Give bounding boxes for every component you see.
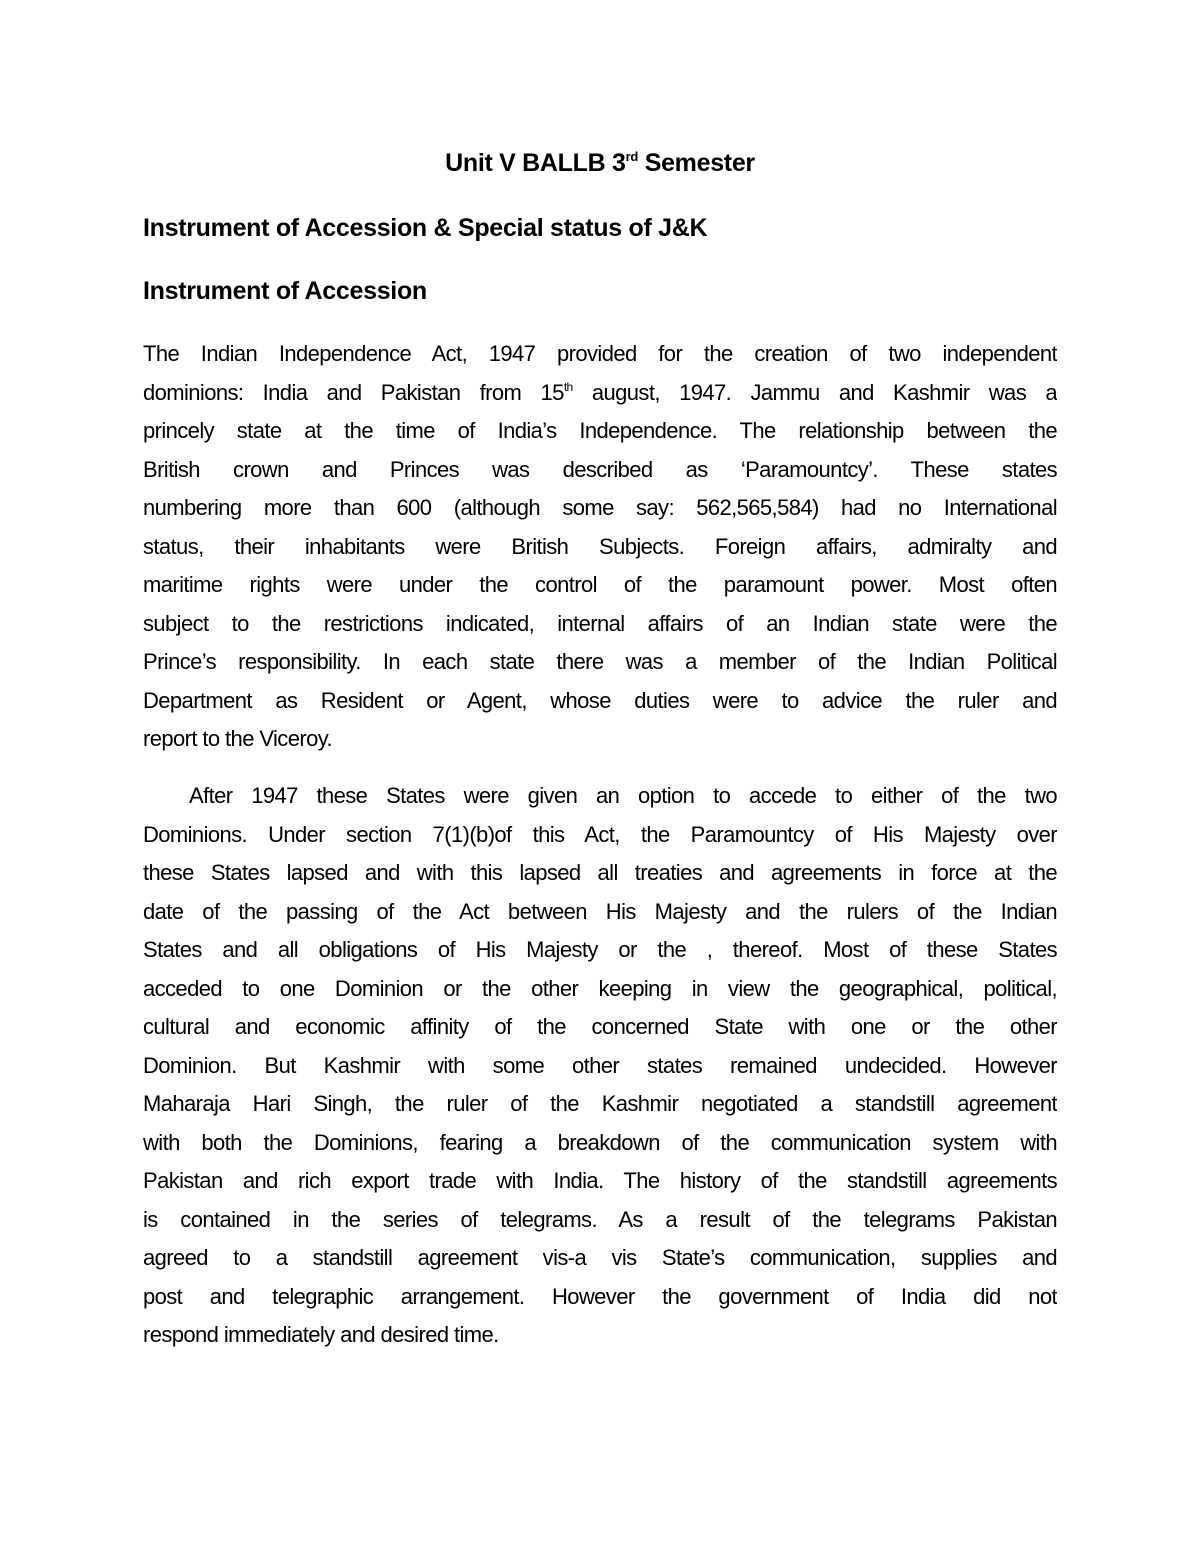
paragraph-line: princely state at the time of India’s Independence. The relationship between the [143, 418, 1057, 443]
paragraph-line: date of the passing of the Act between His Majesty and the rulers of the Indian [143, 898, 1057, 924]
paragraph-line: Pakistan and rich export trade with India. The history of the standstill agreements [143, 1168, 1057, 1193]
paragraph-1 [143, 335, 1057, 759]
paragraph-line: Prince’s responsibility. In each state there was a member of the Indian Political [143, 649, 1057, 674]
line-post: august, 1947. Jammu and Kashmir was a [572, 379, 1057, 405]
paragraph-line: numbering more than 600 (although some say: 562,565,584) had no International [143, 495, 1057, 520]
paragraph-line: Dominion. But Kashmir with some other states remained undecided. However [143, 1052, 1057, 1078]
paragraph-line: subject to the restrictions indicated, internal affairs of an Indian state were the [143, 610, 1057, 636]
section-heading-main: Instrument of Accession & Special status of J&K [143, 214, 708, 242]
paragraph-line: The Indian Independence Act, 1947 provided for the creation of two independent [143, 341, 1057, 366]
paragraph-line: respond immediately and desired time. [143, 1322, 499, 1347]
paragraph-line: acceded to one Dominion or the other keeping in view the geographical, political, [143, 975, 1057, 1001]
paragraph-line: post and telegraphic arrangement. However the government of India did not [143, 1283, 1057, 1309]
paragraph-line: report to the Viceroy. [143, 726, 332, 751]
paragraph-2 [143, 777, 1057, 1355]
paragraph-line: with both the Dominions, fearing a breakdown of the communication system with [143, 1129, 1057, 1155]
paragraph-line: States and all obligations of His Majesty or the , thereof. Most of these States [143, 937, 1057, 962]
paragraph-line: is contained in the series of telegrams. As a result of the telegrams Pakistan [143, 1206, 1057, 1232]
paragraph-line: Department as Resident or Agent, whose duties were to advice the ruler and [143, 687, 1057, 713]
paragraph-line: status, their inhabitants were British Subjects. Foreign affairs, admiralty and [143, 533, 1057, 559]
document-title [0, 145, 1200, 181]
title-prefix: Unit V BALLB 3 [445, 149, 626, 177]
paragraph-line: Dominions. Under section 7(1)(b)of this Act, the Paramountcy of His Majesty over [143, 821, 1057, 847]
paragraph-line: maritime rights were under the control of the paramount power. Most often [143, 572, 1057, 597]
line-pre: dominions: India and Pakistan from 15 [143, 379, 564, 405]
paragraph-line: cultural and economic affinity of the concerned State with one or the other [143, 1014, 1057, 1039]
title-suffix: Semester [638, 149, 755, 177]
section-heading-sub: Instrument of Accession [143, 277, 427, 305]
paragraph-line: Maharaja Hari Singh, the ruler of the Kashmir negotiated a standstill agreement [143, 1091, 1057, 1116]
title-superscript: rd [625, 149, 639, 164]
paragraph-line: these States lapsed and with this lapsed all treaties and agreements in force at the [143, 860, 1057, 885]
paragraph-line: After 1947 these States were given an option to accede to either of the two [189, 783, 1057, 808]
paragraph-line: agreed to a standstill agreement vis-a vis State’s communication, supplies and [143, 1245, 1057, 1270]
line-superscript: th [563, 379, 573, 394]
paragraph-line [143, 374, 1057, 413]
paragraph-line: British crown and Princes was described as ‘Paramountcy’. These states [143, 456, 1057, 482]
